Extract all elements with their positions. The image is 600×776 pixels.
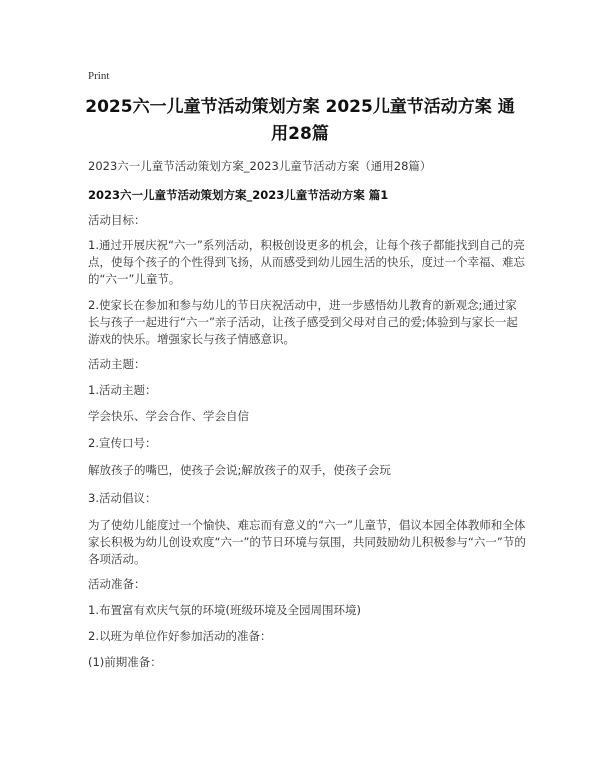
paragraph: 为了使幼儿能度过一个愉快、难忘而有意义的“六一”儿童节，倡议本园全体教师和全体家长积极为幼儿创设欢度“六一”的节日环境与氛围，共同鼓励幼儿积极参与“六一”节的各项活动。 <box>88 518 526 566</box>
paragraph: 活动准备： <box>88 577 146 591</box>
paragraph: 学会快乐、学会合作、学会自信 <box>88 409 249 423</box>
paragraph: 3.活动倡议： <box>88 491 157 505</box>
print-link[interactable]: Print <box>88 70 110 82</box>
section-heading: 2023六一儿童节活动策划方案_2023儿童节活动方案 篇1 <box>88 188 389 202</box>
paragraph: 活动目标： <box>88 213 146 227</box>
document-title: 2025六一儿童节活动策划方案 2025儿童节活动方案 通用28篇 <box>85 97 515 144</box>
document-subtitle: 2023六一儿童节活动策划方案_2023儿童节活动方案（通用28篇） <box>88 159 432 173</box>
paragraph: 活动主题： <box>88 357 146 371</box>
paragraph: 2.以班为单位作好参加活动的准备： <box>88 629 272 643</box>
paragraph: 1.活动主题： <box>88 383 157 397</box>
paragraph: 2.宣传口号： <box>88 436 157 450</box>
paragraph: 1.通过开展庆祝“六一”系列活动，积极创设更多的机会，让每个孩子都能找到自己的亮点，使每个孩子的个性得到飞扬，从而感受到幼儿园生活的快乐，度过一个幸福、难忘的“六一”儿童节。 <box>88 238 525 286</box>
paragraph: (1)前期准备： <box>88 655 162 669</box>
paragraph: 2.使家长在参加和参与幼儿的节日庆祝活动中，进一步感悟幼儿教育的新观念;通过家长与孩子一起进行“六一”亲子活动，让孩子感受到父母对自己的爱;体验到与家长一起游戏的快乐。增强家长与孩子情感意识。 <box>88 298 518 346</box>
paragraph: 解放孩子的嘴巴，使孩子会说;解放孩子的双手，使孩子会玩 <box>88 463 391 477</box>
paragraph: 1.布置富有欢庆气氛的环境(班级环境及全园周围环境) <box>88 603 361 617</box>
